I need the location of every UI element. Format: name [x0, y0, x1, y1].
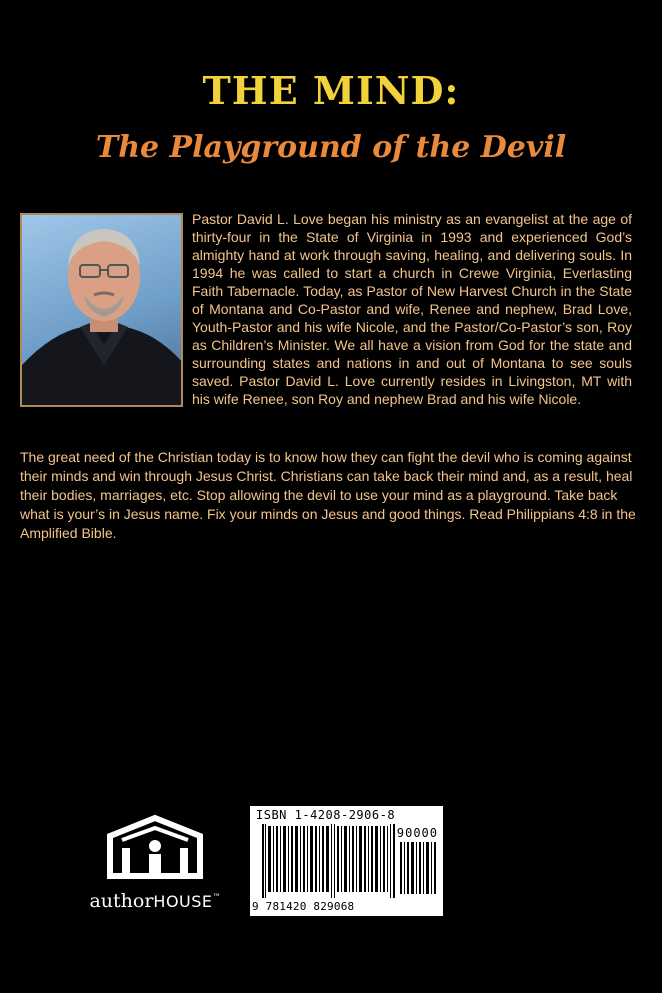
author-photo [20, 213, 183, 407]
publisher-name-author: author [89, 890, 154, 912]
author-portrait-illustration [22, 215, 183, 407]
book-title: THE MIND: [202, 68, 460, 113]
publisher-name-house: HOUSE [153, 892, 213, 911]
isbn-barcode [250, 806, 443, 916]
trademark-symbol: ™ [212, 892, 221, 902]
isbn-number: ISBN 1-4208-2906-8 [256, 808, 396, 822]
ean-number: 9 781420 829068 [252, 900, 355, 913]
author-bio: Pastor David L. Love began his ministry as an evangelist at the age of thirty-four in the State of Virginia in 1993 and experienced God’s almighty hand at work through saving, healing, and delivering souls. In 1994 he was called to start a church in Crewe Virginia, Everlasting Faith Tabernacle. Today, as Pastor of New Harvest Church in the State of Montana and Co-Pastor and wife, Renee and nephew, Brad Love, Youth-Pastor and his wife Nicole, and the Pastor/Co-Pastor’s son, Roy as Children’s Minister. We all have a vision from God for the state and surrounding states and nations in and out of Montana to see souls saved. Pastor David L. Love currently resides in Livingston, MT with his wife Renee, son Roy and nephew Brad and his wife Nicole. [192, 211, 632, 407]
price-code: 90000 [396, 826, 438, 840]
publisher-name [80, 890, 230, 912]
book-description: The great need of the Christian today is to know how they can fight the devil who is coming against their minds and win through Jesus Christ. Christians can take back their mind and, as a result, heal their bodies, marriages, etc. Stop allowing the devil to use your mind as a playground. Take back what is your’s in Jesus name. Fix your minds on Jesus and good things. Read Philippians 4:8 in the Amplified Bible. [20, 449, 636, 541]
publisher-logo [80, 810, 230, 920]
book-subtitle: The Playground of the Devil [95, 130, 567, 165]
authorhouse-house-logo-icon [80, 810, 230, 890]
